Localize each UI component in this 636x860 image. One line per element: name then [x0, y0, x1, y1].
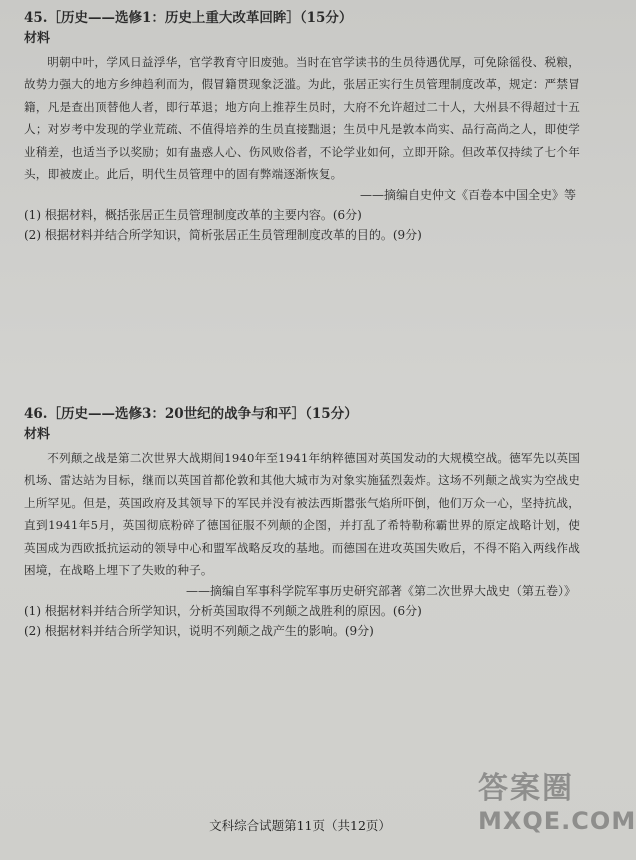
question-45-source: ——摘编自史仲文《百卷本中国全史》等: [359, 188, 576, 203]
question-46-sub2: (2) 根据材料并结合所学知识，说明不列颠之战产生的影响。(9分): [24, 624, 374, 639]
question-46-material-label: 材料: [24, 427, 51, 442]
question-45-material-label: 材料: [24, 31, 51, 46]
question-46-source: ——摘编自军事科学院军事历史研究部著《第二次世界大战史（第五卷）》: [185, 584, 576, 599]
question-45-title: 45.［历史——选修1：历史上重大改革回眸］（15分）: [24, 10, 353, 26]
watermark-cn: 答案圈: [478, 771, 574, 806]
watermark-logo: [478, 771, 636, 852]
question-46-sub1: (1) 根据材料并结合所学知识，分析英国取得不列颠之战胜利的原因。(6分): [24, 604, 422, 619]
question-46: [24, 404, 580, 641]
question-46-material-text: 不列颠之战是第二次世界大战期间1940年至1941年纳粹德国对英国发动的大规模空战。德军先以英国机场、雷达站为目标，继而以英国首都伦敦和其他大城市为对象实施猛烈轰炸。这场不列颠之战实为空战史上所罕见。但是，英国政府及其领导下的军民并没有被法西斯嚣张气焰所吓倒，他们万众一心，坚持抗战，直到1941年5月，英国彻底粉碎了德国征服不列颠的企图，并打乱了希特勒称霸世界的原定战略计划，使英国成为西欧抵抗运动的领导中心和盟军战略反攻的基地。而德国在进攻英国失败后，不得不陷入两线作战困境，在战略上埋下了失败的种子。: [24, 451, 580, 578]
watermark-en: MXQE.COM: [478, 807, 636, 835]
page-footer: 文科综合试题第11页（共12页）: [209, 818, 391, 833]
question-46-title: 46.［历史——选修3：20世纪的战争与和平］（15分）: [24, 406, 358, 422]
question-45-sub1: (1) 根据材料，概括张居正生员管理制度改革的主要内容。(6分): [24, 208, 362, 223]
question-45-material-text: 明朝中叶，学风日益浮华，官学教育守旧废弛。当时在官学读书的生员待遇优厚，可免除徭役、税粮，故势力强大的地方乡绅趋利而为，假冒籍贯现象泛滥。为此，张居正实行生员管理制度改革，规定：严禁冒籍，凡是查出顶替他人者，即行革退；地方向上推荐生员时，大府不允许超过二十人，大州县不得超过十五人；对岁考中发现的学业荒疏、不值得培养的生员直接黜退；生员中凡是敦本尚实、品行高尚之人，即使学业稍差，也适当予以奖励；如有蛊惑人心、伤风败俗者，不论学业如何，立即开除。但改革仅持续了七个年头，即被废止。此后，明代生员管理中的固有弊端逐渐恢复。: [24, 55, 580, 182]
question-45-sub2: (2) 根据材料并结合所学知识，简析张居正生员管理制度改革的目的。(9分): [24, 228, 422, 243]
question-45: [24, 8, 580, 245]
